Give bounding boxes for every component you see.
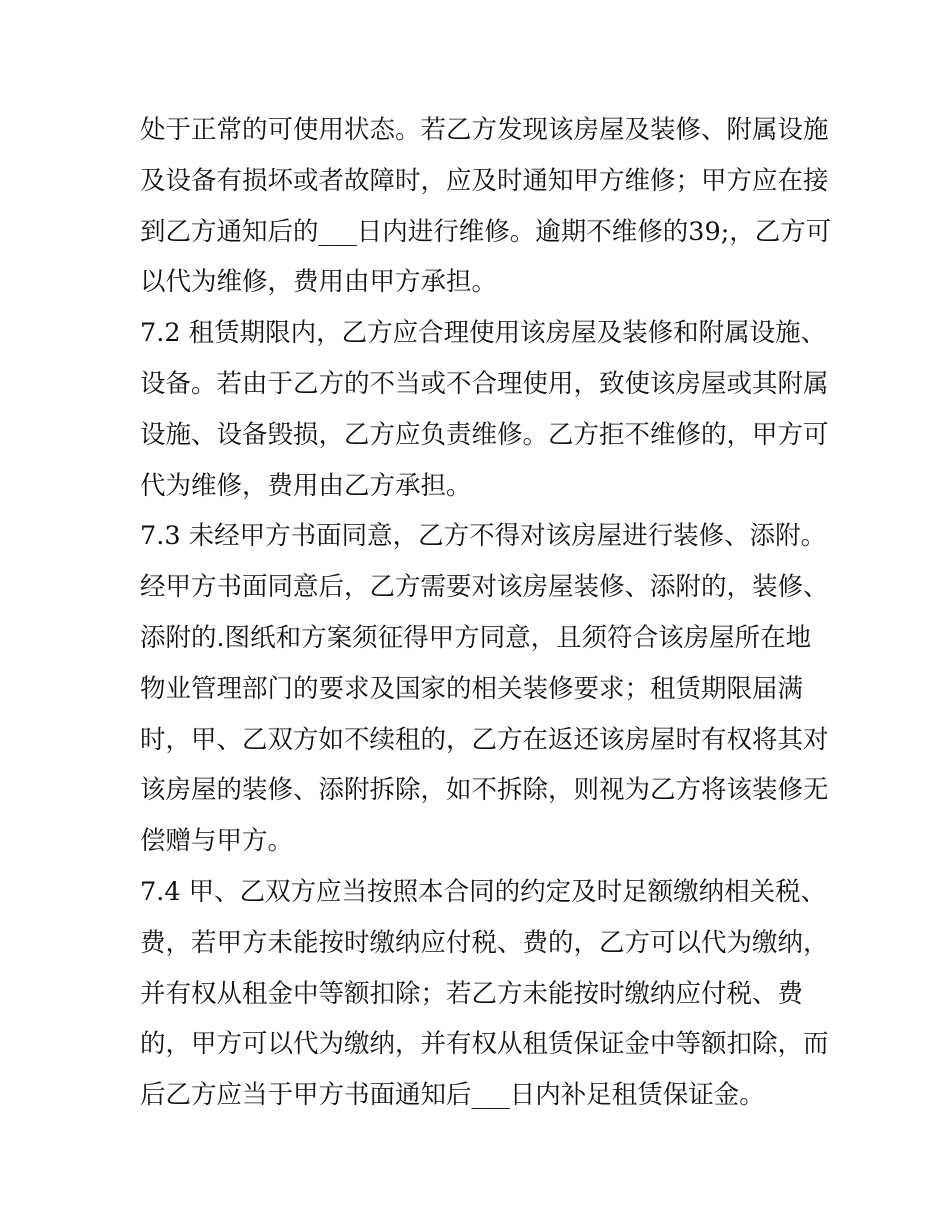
text-line: 及设备有损坏或者故障时，应及时通知甲方维修；甲方应在接	[140, 165, 829, 196]
text-line: 添附的.图纸和方案须征得甲方同意，且须符合该房屋所在地	[140, 623, 812, 653]
text-line: 7.2 租赁期限内，乙方应合理使用该房屋及装修和附属设施、	[140, 318, 827, 349]
text-line: 后乙方应当于甲方书面通知后___日内补足租赁保证金。	[140, 1080, 765, 1111]
text-line: 并有权从租金中等额扣除；若乙方未能按时缴纳应付税、费	[140, 978, 804, 1009]
text-line: 代为维修，费用由乙方承担。	[140, 470, 472, 501]
text-line: 设施、设备毁损，乙方应负责维修。乙方拒不维修的，甲方可	[140, 419, 829, 450]
text-line: 到乙方通知后的___日内进行维修。逾期不维修的39;，乙方可	[140, 216, 832, 247]
text-line: 处于正常的可使用状态。若乙方发现该房屋及装修、附属设施	[140, 115, 829, 145]
text-line: 的，甲方可以代为缴纳，并有权从租赁保证金中等额扣除，而	[140, 1029, 829, 1060]
text-line: 7.4 甲、乙双方应当按照本合同的约定及时足额缴纳相关税、	[140, 877, 827, 907]
text-line: 以代为维修，费用由甲方承担。	[140, 267, 498, 298]
text-line: 物业管理部门的要求及国家的相关装修要求；租赁期限届满	[140, 673, 804, 704]
text-line: 7.3 未经甲方书面同意，乙方不得对该房屋进行装修、添附。	[140, 521, 827, 552]
text-line: 费，若甲方未能按时缴纳应付税、费的，乙方可以代为缴纳，	[140, 927, 829, 958]
text-line: 经甲方书面同意后，乙方需要对该房屋装修、添附的，装修、	[140, 572, 829, 603]
text-line: 时，甲、乙双方如不续租的，乙方在返还该房屋时有权将其对	[140, 724, 829, 755]
text-line: 偿赠与甲方。	[140, 826, 294, 857]
text-line: 设备。若由于乙方的不当或不合理使用，致使该房屋或其附属	[140, 369, 829, 399]
text-line: 该房屋的装修、添附拆除，如不拆除，则视为乙方将该装修无	[140, 775, 829, 806]
